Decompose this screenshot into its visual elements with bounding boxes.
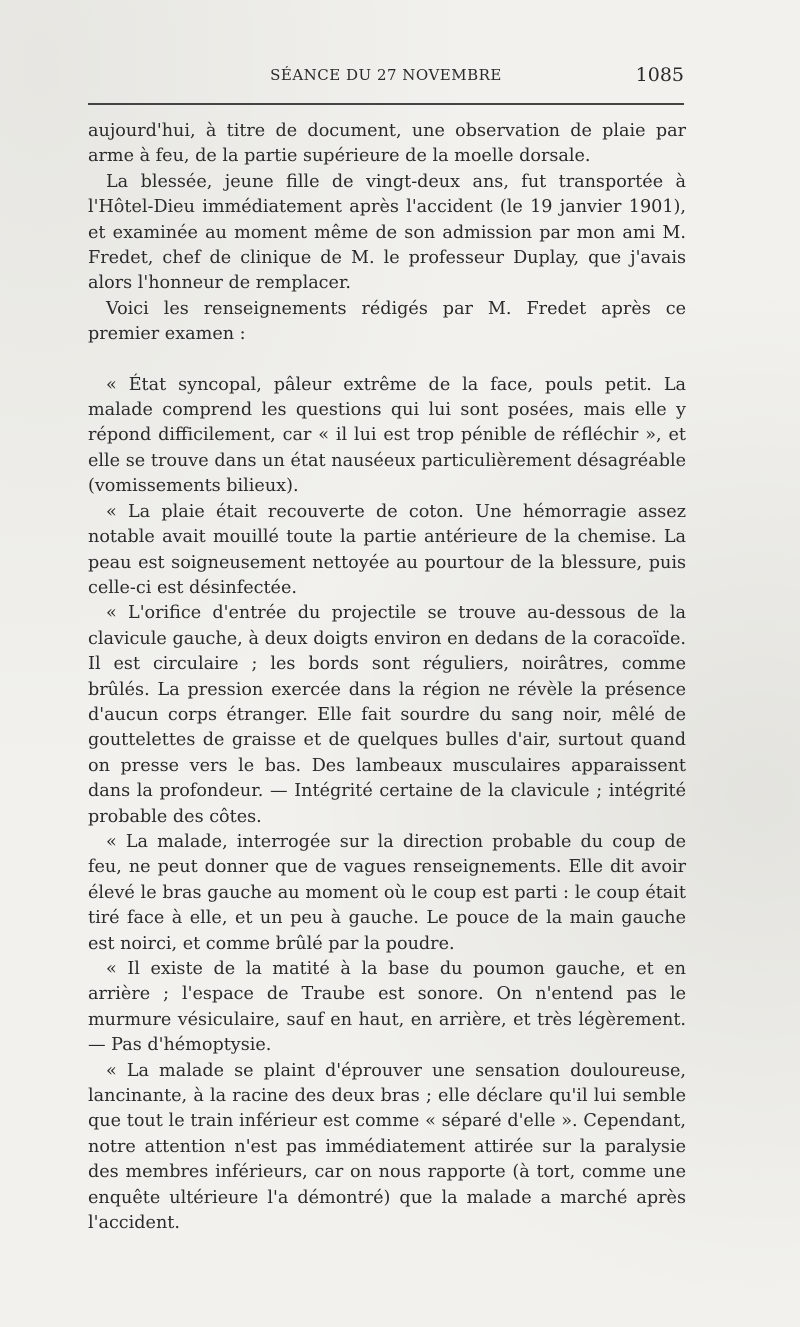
quoted-paragraph: « L'orifice d'entrée du projectile se trouve au-dessous de la clavicule gauche, à deux doigts environ en dedans de la coracoïde. Il est circulaire ; les bords sont réguliers, noirâtres, comme brûlés. La pression exercée dans la région ne révèle la présence d'aucun corps étranger. Elle fait sourdre du sang noir, mêlé de gouttelettes de graisse et de quelques bulles d'air, surtout quand on presse vers le bas. Des lambeaux musculaires apparaissent dans la profondeur. — Intégrité certaine de la clavicule ; intégrité probable des côtes. — [88, 603, 686, 827]
quoted-paragraph: « La malade, interrogée sur la direction probable du coup de feu, ne peut donner que de vagues renseignements. Elle dit avoir élevé le bras gauche au moment où le coup est parti : le coup était tiré face à elle, et un peu à gauche. Le pouce de la main gauche est noirci, et comme brûlé par la poudre. — [88, 831, 686, 954]
page-number: 1085 — [635, 64, 684, 86]
body-text — [88, 119, 686, 1236]
quoted-paragraph: « Il existe de la matité à la base du poumon gauche, et en arrière ; l'espace de Traube est sonore. On n'entend pas le murmure vésiculaire, sauf en haut, en arrière, et très légèrement. — Pas d'hémoptysie. — [88, 959, 686, 1056]
header-rule — [88, 103, 684, 105]
page-header — [88, 64, 684, 90]
paragraph-continuation: aujourd'hui, à titre de document, une observation de plaie par arme à feu, de la partie supérieure de la moelle dorsale. — [88, 121, 686, 167]
quoted-paragraph: « La malade se plaint d'éprouver une sensation douloureuse, lancinante, à la racine des deux bras ; elle déclare qu'il lui semble que tout le train inférieur est comme « séparé d'elle ». Cependant, notre attention n'est pas immédiatement attirée sur la paralysie des membres inférieurs, car on nous rapporte (à tort, comme une enquête ultérieure l'a démontré) que la malade a marché après l'accident. — [88, 1060, 686, 1234]
quoted-paragraph: « État syncopal, pâleur extrême de la face, pouls petit. La malade comprend les questions qui lui sont posées, mais elle y répond difficilement, car « il lui est trop pénible de réfléchir », et elle se trouve dans un état nauséeux particulièrement désagréable (vomissements bilieux). — [88, 374, 686, 497]
paragraph: La blessée, jeune fille de vingt-deux ans, fut transportée à l'Hôtel-Dieu immédiatement après l'accident (le 19 janvier 1901), et examinée au moment même de son admission par mon ami M. Fredet, chef de clinique de M. le professeur Duplay, que j'avais alors l'honneur de remplacer. — [88, 171, 686, 294]
paragraph: Voici les renseignements rédigés par M. Fredet après ce premier examen : — [88, 298, 686, 345]
quoted-paragraph: « La plaie était recouverte de coton. Une hémorragie assez notable avait mouillé toute la partie antérieure de la chemise. La peau est soigneusement nettoyée au pourtour de la blessure, puis celle-ci est désinfectée. — [88, 501, 686, 598]
running-head: SÉANCE DU 27 NOVEMBRE — [270, 66, 502, 84]
